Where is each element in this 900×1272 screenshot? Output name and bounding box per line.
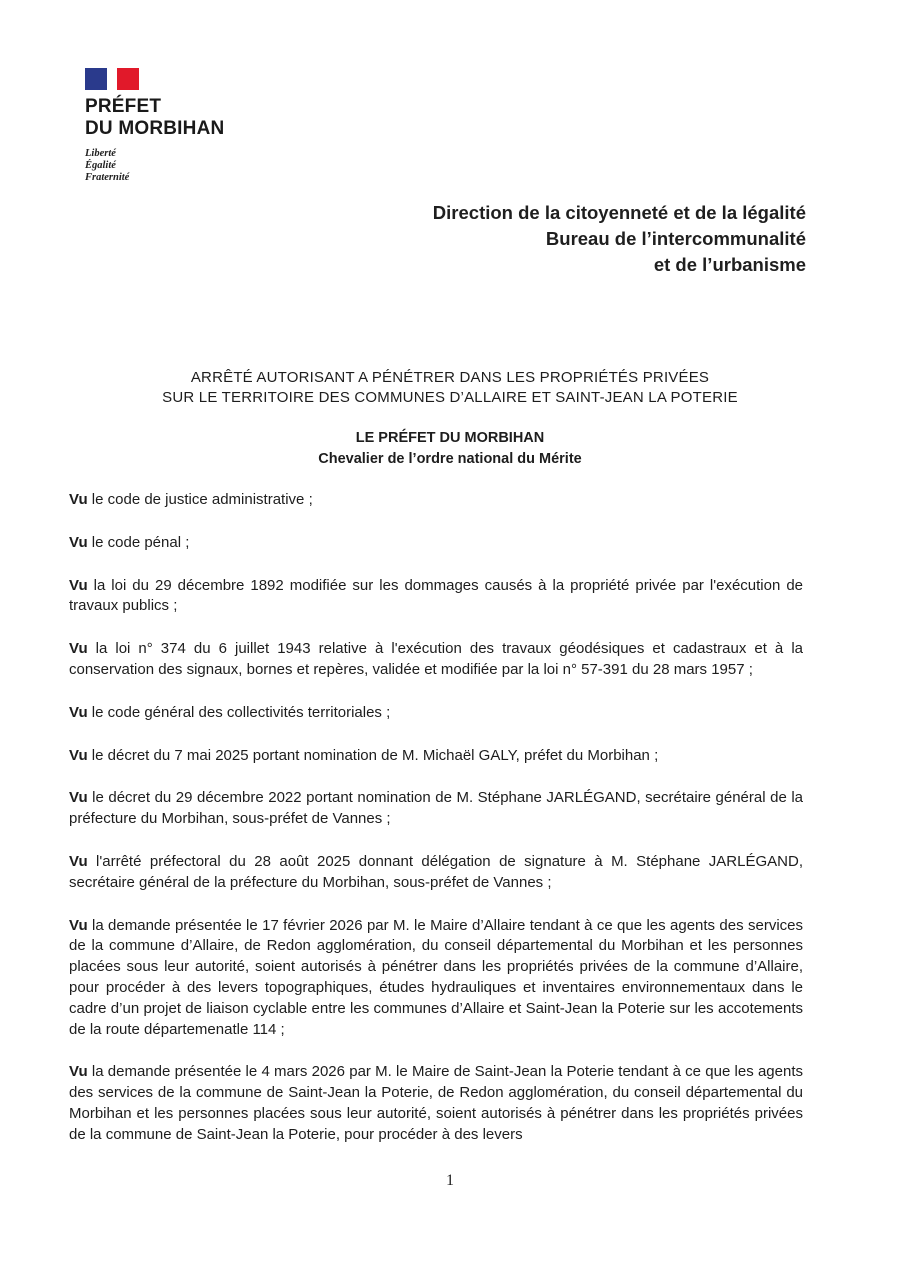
page-number: 1 <box>446 1172 454 1189</box>
visa-paragraph <box>69 639 803 681</box>
visa-text: le décret du 7 mai 2025 portant nomination de M. Michaël GALY, préfet du Morbihan ; <box>87 746 659 764</box>
arrete-title-line-1: ARRÊTÉ AUTORISANT A PÉNÉTRER DANS LES PROPRIÉTÉS PRIVÉES <box>190 369 710 386</box>
visa-lead: Vu <box>69 533 88 551</box>
prefet-title-line-2: Chevalier de l’ordre national du Mérite <box>318 451 582 467</box>
visa-paragraph <box>69 1062 803 1145</box>
visa-text: le code général des collectivités territoriales ; <box>87 703 391 721</box>
visa-lead: Vu <box>69 640 88 658</box>
visa-paragraph <box>69 490 803 511</box>
visa-lead: Vu <box>69 916 88 934</box>
service-header <box>433 200 806 278</box>
visa-paragraph <box>69 533 803 554</box>
motto-liberte: Liberté <box>85 148 116 159</box>
visa-lead: Vu <box>69 576 88 594</box>
service-line-3: et de l’urbanisme <box>653 254 806 275</box>
visa-text: le code de justice administrative ; <box>87 491 313 508</box>
visa-lead: Vu <box>69 852 88 870</box>
marianne-flag-icon <box>85 68 139 90</box>
visa-paragraph <box>69 746 803 767</box>
flag-red-band <box>117 68 139 90</box>
visa-paragraph <box>69 916 803 1041</box>
flag-white-band <box>107 68 117 90</box>
visa-text: la loi du 29 décembre 1892 modifiée sur les dommages causés à la propriété privée par l'exécution de travaux publics ; <box>69 576 803 615</box>
visas-list <box>69 490 803 1168</box>
service-line-2: Bureau de l’intercommunalité <box>545 228 806 249</box>
visa-lead: Vu <box>69 703 88 721</box>
visa-text: le code pénal ; <box>87 533 190 551</box>
visa-lead: Vu <box>69 789 88 807</box>
organization-line-2: DU MORBIHAN <box>85 118 225 139</box>
visa-text: la loi n° 374 du 6 juillet 1943 relative à l'exécution des travaux géodésiques et cadastraux et à la conservation des signaux, bornes et repères, validée et modifiée par la loi n° 57-391 du 28 mars 1957 ; <box>69 640 803 678</box>
prefet-title-line-1: LE PRÉFET DU MORBIHAN <box>355 430 545 446</box>
visa-paragraph <box>69 576 803 618</box>
visa-paragraph <box>69 703 803 724</box>
visa-lead: Vu <box>69 1063 88 1081</box>
visa-text: la demande présentée le 17 février 2026 par M. le Maire d’Allaire tendant à ce que les agents des services de la commune d’Allaire, de Redon agglomération, du conseil départemental du Morbihan et les personnes placées sous leur autorité, soient autorisés à pénétrer dans les propriétés privées de la commune d’Allaire, pour procéder à des levers topographiques, études hydrauliques et inventaires environnementaux dans le cadre d’un projet de liaison cyclable entre les communes d’Allaire et Saint-Jean la Poterie sur les accotements de la route départemenatle 114 ; <box>69 916 803 1038</box>
arrete-title <box>0 368 900 408</box>
visa-paragraph <box>69 852 803 894</box>
visa-lead: Vu <box>69 746 88 764</box>
organization-line-1: PRÉFET <box>85 96 162 117</box>
prefecture-logo <box>85 68 224 184</box>
visa-text: l'arrêté préfectoral du 28 août 2025 donnant délégation de signature à M. Stéphane JARLÉGAND, secrétaire général de la préfecture du Morbihan, sous-préfet de Vannes ; <box>69 852 803 891</box>
visa-paragraph <box>69 788 803 830</box>
motto-fraternite: Fraternité <box>85 172 130 183</box>
motto-egalite: Égalité <box>85 160 116 171</box>
flag-blue-band <box>85 68 107 90</box>
prefet-title <box>0 428 900 470</box>
visa-lead: Vu <box>69 491 88 508</box>
visa-text: le décret du 29 décembre 2022 portant nomination de M. Stéphane JARLÉGAND, secrétaire général de la préfecture du Morbihan, sous-préfet de Vannes ; <box>69 789 803 828</box>
arrete-title-line-2: SUR LE TERRITOIRE DES COMMUNES D’ALLAIRE ET SAINT-JEAN LA POTERIE <box>162 389 738 406</box>
republic-motto <box>85 148 224 184</box>
service-line-1: Direction de la citoyenneté et de la légalité <box>432 202 806 223</box>
visa-text: la demande présentée le 4 mars 2026 par M. le Maire de Saint-Jean la Poterie tendant à ce que les agents des services de la commune de Saint-Jean la Poterie, de Redon agglomération, du conseil départemental du Morbihan et les personnes placées sous leur autorité, soient autorisés à pénétrer dans les propriétés privées de la commune de Saint-Jean la Poterie, pour procéder à des levers <box>69 1063 803 1143</box>
organization-name <box>85 96 224 140</box>
